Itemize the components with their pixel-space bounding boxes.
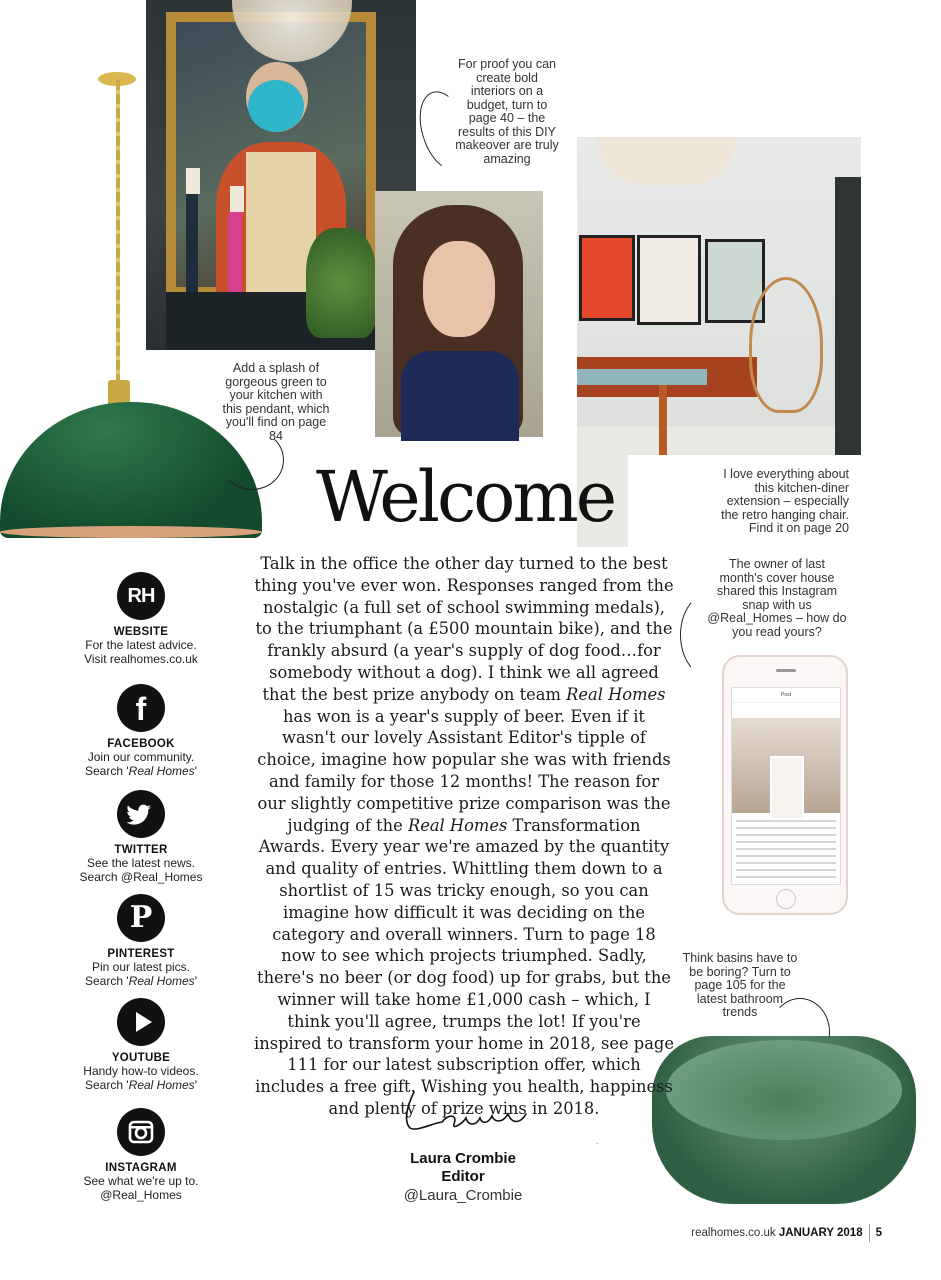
social-title: PINTEREST xyxy=(107,948,175,960)
social-title: WEBSITE xyxy=(113,626,169,638)
instagram-post-image xyxy=(732,718,840,813)
editor-face xyxy=(423,241,495,337)
play-triangle-icon xyxy=(117,998,165,1046)
poster xyxy=(579,235,635,321)
instagram-handle: @Real_Homes xyxy=(100,1187,182,1202)
search-prefix: Search ' xyxy=(85,1077,129,1092)
search-suffix: ' xyxy=(194,1077,197,1092)
search-prefix: Search ' xyxy=(85,763,129,778)
social-line: Join our community. xyxy=(87,750,195,764)
instagram-phone xyxy=(722,655,848,915)
social-link-text: Visit realhomes.co.uk xyxy=(84,651,198,666)
caption-pointer xyxy=(220,430,284,490)
pendant-caption: Add a splash of gorgeous green to your kitchen with this pendant, which you'll find on page 84 xyxy=(222,361,330,443)
basin-bowl xyxy=(666,1040,902,1140)
instagram-caption: The owner of last month's cover house shared this Instagram snap with us @Real_Homes – how do you read yours? xyxy=(707,557,847,639)
social-instagram xyxy=(70,1108,212,1202)
magazine-title: Real Homes xyxy=(566,684,666,704)
paint-splash xyxy=(248,80,304,132)
sash-window xyxy=(770,756,804,820)
camera-icon xyxy=(117,1108,165,1156)
social-pinterest xyxy=(70,894,212,988)
search-term: Real Homes xyxy=(128,763,195,778)
search-term: Real Homes xyxy=(128,1077,195,1092)
editor-handle: @Laura_Crombie xyxy=(403,1187,523,1204)
social-search xyxy=(70,1079,212,1093)
candle-holder xyxy=(186,194,198,292)
editor-name: Laura Crombie xyxy=(410,1150,516,1167)
search-prefix: Search ' xyxy=(85,973,129,988)
search-prefix: Search @Real_Homes xyxy=(79,869,203,884)
facebook-glyph: f xyxy=(135,691,147,727)
youtube-play-icon xyxy=(117,998,165,1046)
facebook-icon xyxy=(117,684,165,732)
candle xyxy=(186,168,200,194)
search-suffix: ' xyxy=(194,973,197,988)
social-youtube xyxy=(70,998,212,1092)
pendant-rim xyxy=(0,526,262,538)
magazine-title: Real Homes xyxy=(407,815,508,835)
social-website xyxy=(70,572,212,666)
page-title: Welcome xyxy=(316,456,615,538)
editor-top xyxy=(401,351,519,441)
search-suffix: ' xyxy=(194,763,197,778)
social-twitter xyxy=(70,790,212,884)
letter-text: has won is a year's supply of beer. Even if it wasn't our lovely Assistant Editor's tipple of choice, imagine how popular she was with friends and family for those 12 months! The reason for our slightly competitive prize comparison was the judging of the xyxy=(257,706,671,835)
editor-photo xyxy=(375,191,543,437)
footer-site: realhomes.co.uk xyxy=(691,1227,776,1240)
candle xyxy=(230,186,244,212)
poster xyxy=(637,235,701,325)
dining-table xyxy=(577,369,707,385)
rh-logo-text: RH xyxy=(127,585,155,607)
twitter-bird-icon xyxy=(117,790,165,838)
hanging-chair xyxy=(749,277,823,413)
footer-issue: JANUARY 2018 xyxy=(778,1227,863,1240)
pinterest-glyph: P xyxy=(129,900,153,935)
kitchen-caption: I love everything about this kitchen-diner extension – especially the retro hanging chair. Find it on page 20 xyxy=(721,467,849,535)
diy-caption: For proof you can create bold interiors on a budget, turn to page 40 – the results of this DIY makeover are truly amazing xyxy=(455,57,559,166)
shell-lamp xyxy=(597,137,737,185)
search-term: Real Homes xyxy=(128,973,195,988)
phone-speaker xyxy=(776,669,796,672)
rh-logo-icon xyxy=(117,572,165,620)
letter-text: Talk in the office the other day turned to the best thing you've ever won. Responses ranged from the nostalgic (a full set of school swimming medals), to the triumphant (a £500 mountain bike), and the frankly absurd (a year's supply of dog food…for somebody without a dog). I think we all agreed that the best prize anybody on team xyxy=(254,554,674,704)
pinterest-icon xyxy=(117,894,165,942)
page-number: 5 xyxy=(875,1227,882,1240)
candle-holder xyxy=(228,212,242,292)
editor-role: Editor xyxy=(441,1168,485,1185)
letter-text: Transformation Awards. Every year we're amazed by the quantity and quality of entries. Whittling them down to a shortlist of 15 was tricky enough, so you can imagine how difficult it was deciding on the category and overall winners. Turn to page 18 now to see which projects triumphed. Sadly, there's no beer (or dog food) up for grabs, but the winner will take home £1,000 cash – which, I think you'll agree, trumps the lot! If you're inspired to transform your home in 2018, see page 111 for our latest subscription offer, which includes a free gift. Wishing you health, happiness and plenty of prize wins in 2018. xyxy=(254,815,674,1118)
footer-divider xyxy=(869,1224,870,1242)
signature-text: Laura xyxy=(596,1144,599,1145)
pendant-chain xyxy=(116,80,120,390)
page-footer xyxy=(650,1224,882,1240)
twitter-icon xyxy=(117,790,165,838)
social-handle xyxy=(70,1189,212,1203)
social-line: See the latest news. xyxy=(86,856,196,870)
crittall-window xyxy=(835,177,861,457)
instagram-post-comments xyxy=(736,820,836,880)
instagram-post-header: Post xyxy=(732,688,840,703)
social-title: TWITTER xyxy=(114,844,168,856)
social-line: Pin our latest pics. xyxy=(91,960,191,974)
editor-letter xyxy=(254,553,674,1120)
social-title: YOUTUBE xyxy=(111,1052,171,1064)
social-title: INSTAGRAM xyxy=(105,1162,177,1174)
social-line: Handy how-to videos. xyxy=(83,1064,199,1078)
social-link[interactable] xyxy=(70,653,212,667)
phone-screen xyxy=(731,687,841,885)
social-line: For the latest advice. xyxy=(85,638,197,652)
social-search xyxy=(70,871,212,885)
social-search xyxy=(70,975,212,989)
basin-caption: Think basins have to be boring? Turn to page 105 for the latest bathroom trends xyxy=(682,951,798,1019)
editor-signature xyxy=(396,1084,599,1145)
social-line: See what we're up to. xyxy=(83,1174,199,1188)
instagram-icon xyxy=(117,1108,165,1156)
phone-home-button xyxy=(776,889,796,909)
trailing-plant xyxy=(306,228,376,338)
social-search xyxy=(70,765,212,779)
social-title: FACEBOOK xyxy=(107,738,175,750)
social-facebook xyxy=(70,684,212,778)
